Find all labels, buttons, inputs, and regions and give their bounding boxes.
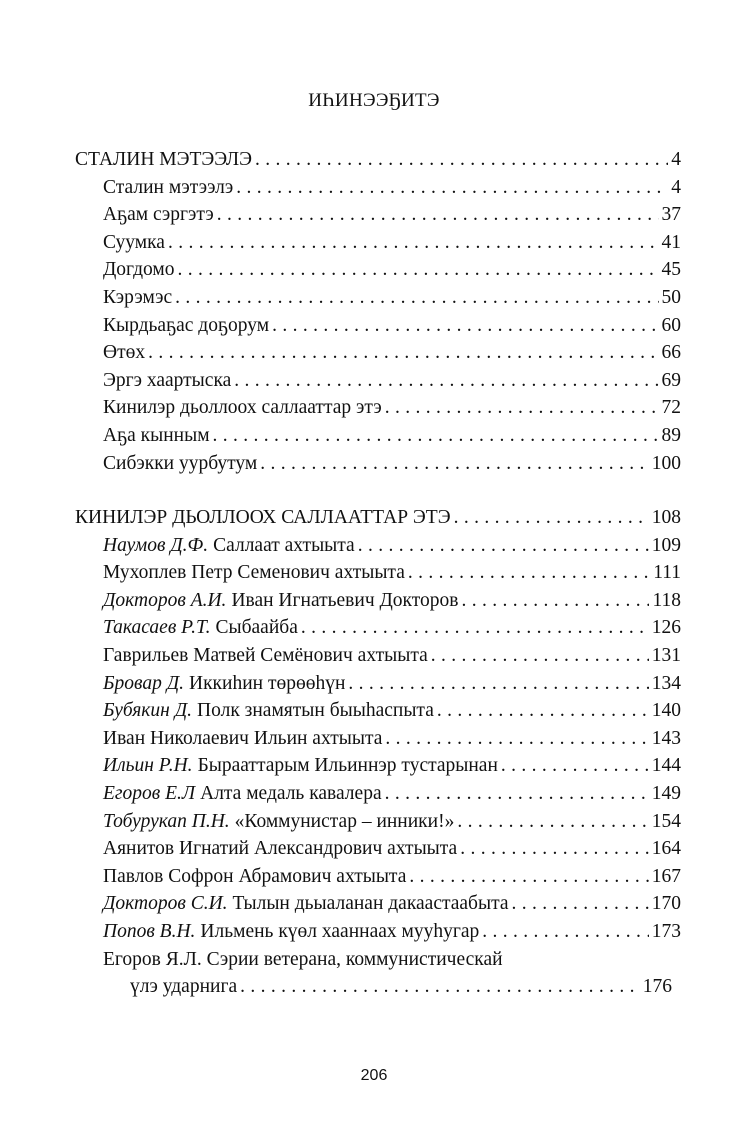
entry-text: Эргэ хаартыска (103, 369, 232, 391)
toc-entry (75, 174, 681, 202)
toc-entry (75, 450, 681, 478)
toc-entry (75, 532, 681, 560)
entry-text: Сыбаайба (215, 617, 298, 639)
entry-author: Тобурукап П.Н. (103, 810, 230, 832)
entry-title (103, 312, 269, 340)
entry-text: Тылын дьыаланан дакаастаабыта (232, 893, 509, 915)
entry-author: Егоров Е.Л (103, 782, 196, 804)
entry-author: Ильин Р.Н. (103, 755, 193, 777)
dot-leader (175, 284, 658, 312)
dot-leader (358, 532, 649, 560)
entry-title (103, 367, 231, 395)
entry-title (103, 835, 457, 863)
dot-leader (234, 367, 658, 395)
dot-leader (431, 642, 649, 670)
entry-author: Докторов А.И. (103, 589, 227, 611)
toc-entry (75, 422, 681, 450)
entry-title (103, 670, 345, 698)
entry-title (103, 450, 257, 478)
page-ref: 134 (651, 672, 681, 694)
toc-entry (75, 256, 681, 284)
entry-text: Аҕа кынным (103, 424, 210, 446)
entry-text: Иван Николаевич Ильин ахтыыта (103, 727, 383, 749)
entry-title (103, 339, 145, 367)
page-ref: 37 (661, 204, 681, 226)
dot-leader (454, 504, 649, 532)
toc-entry (75, 367, 681, 395)
dot-leader (385, 394, 659, 422)
entry-title (103, 642, 428, 670)
toc-entry (75, 863, 681, 891)
entry-author: Наумов Д.Ф. (103, 534, 209, 556)
toc-entry (75, 559, 681, 587)
dot-leader (255, 146, 668, 174)
toc-section-stalin (75, 146, 681, 477)
toc-entry (75, 670, 681, 698)
page-ref: 164 (651, 838, 681, 860)
entry-text: Кырдьаҕас доҕорум (103, 314, 270, 336)
dot-leader (462, 587, 650, 615)
entry-title (103, 697, 434, 725)
toc-entry (75, 394, 681, 422)
entry-text: Аҕам сэргэтэ (103, 204, 214, 226)
page-ref: 154 (651, 810, 681, 832)
page-ref: 131 (651, 644, 681, 666)
toc-entry (75, 201, 681, 229)
entry-text: үлэ ударнига (130, 976, 238, 998)
page-ref: 4 (671, 149, 681, 170)
entry-title (103, 863, 406, 891)
page-number: 206 (360, 1067, 388, 1084)
toc-entry (75, 587, 681, 615)
toc-section-heading (75, 146, 681, 174)
page-ref: 100 (651, 452, 681, 474)
entry-title (103, 780, 382, 808)
dot-leader (385, 780, 649, 808)
entry-text: Алта медаль кавалера (200, 782, 382, 804)
entry-author: Такасаев Р.Т. (103, 617, 211, 639)
entry-text: Сибэкки уурбутум (103, 452, 258, 474)
dot-leader (148, 339, 658, 367)
entry-text: Гаврильев Матвей Семёнович ахтыыта (103, 644, 428, 666)
entry-text: Саллаат ахтыыта (213, 534, 355, 556)
dot-leader (260, 450, 648, 478)
toc-entry (75, 614, 681, 642)
toc-section-heading (75, 504, 681, 532)
page-ref: 41 (661, 231, 681, 253)
dot-leader (168, 229, 659, 257)
entry-title (103, 422, 210, 450)
dot-leader (240, 973, 640, 1001)
dot-leader (213, 422, 659, 450)
page-ref: 4 (671, 176, 681, 198)
entry-title (103, 532, 355, 560)
page-ref: 109 (651, 534, 681, 556)
dot-leader (501, 752, 649, 780)
toc-entry (75, 780, 681, 808)
entry-title (103, 284, 172, 312)
dot-leader (272, 312, 658, 340)
entry-title (103, 394, 382, 422)
entry-text: Мухоплев Петр Семенович ахтыыта (103, 562, 405, 584)
page-ref: 69 (661, 369, 681, 391)
toc-entry-continuation (75, 973, 681, 1001)
toc-entry-multiline (75, 946, 681, 974)
page-ref: 111 (653, 562, 681, 584)
entry-text: Аянитов Игнатий Александрович ахтыыта (103, 838, 458, 860)
page-ref: 143 (651, 727, 681, 749)
toc-entry (75, 284, 681, 312)
entry-text: Полк знамятын быыһаспыта (197, 700, 434, 722)
dot-leader (457, 808, 648, 836)
entry-title (103, 174, 233, 202)
entry-author: Бубякин Д. (103, 700, 193, 722)
dot-leader (408, 559, 650, 587)
entry-title (103, 229, 165, 257)
toc-entry (75, 835, 681, 863)
entry-title (103, 256, 174, 284)
entry-text: Павлов Софрон Абрамович ахтыыта (103, 865, 407, 887)
dot-leader (460, 835, 649, 863)
toc-entry (75, 312, 681, 340)
entry-title (103, 587, 459, 615)
toc-section-saldiers (75, 504, 681, 1001)
entry-title (103, 808, 454, 836)
dot-leader (512, 890, 649, 918)
page-ref: 126 (651, 617, 681, 639)
dot-leader (348, 670, 648, 698)
dot-leader (409, 863, 648, 891)
page-ref: 170 (651, 893, 681, 915)
page-ref: 140 (651, 700, 681, 722)
toc-entry (75, 229, 681, 257)
page-title: ИҺИНЭЭҔИТЭ (308, 90, 440, 111)
entry-title (103, 725, 382, 753)
dot-leader (236, 174, 668, 202)
entry-author: Докторов С.И. (103, 893, 228, 915)
page-ref: 45 (661, 259, 681, 281)
page-ref: 72 (661, 397, 681, 419)
entry-text: Суумка (103, 231, 165, 253)
toc-entry (75, 752, 681, 780)
entry-title (103, 890, 509, 918)
entry-text: Егоров Я.Л. Сэрии ветерана, коммунистическай (103, 948, 503, 970)
heading-text: КИНИЛЭР ДЬОЛЛООХ САЛЛААТТАР ЭТЭ (75, 507, 451, 528)
page-ref: 149 (651, 782, 681, 804)
dot-leader (217, 201, 659, 229)
entry-text: Иккиһин төрөөһүн (189, 672, 346, 694)
page-ref: 144 (651, 755, 681, 777)
page-ref: 66 (661, 342, 681, 364)
entry-title (103, 752, 498, 780)
dot-leader (482, 918, 648, 946)
dot-leader (385, 725, 648, 753)
entry-text: Догдомо (103, 259, 175, 281)
toc-entry (75, 808, 681, 836)
entry-author: Попов В.Н. (103, 920, 196, 942)
entry-title (103, 201, 214, 229)
page-ref: 176 (642, 976, 672, 998)
toc-entry (75, 642, 681, 670)
entry-author: Бровар Д. (103, 672, 184, 694)
entry-text: Бырааттарым Ильиннэр тустарынан (197, 755, 498, 777)
entry-text: Иван Игнатьевич Докторов (231, 589, 459, 611)
entry-text: Кинилэр дьоллоох саллааттар этэ (103, 397, 382, 419)
heading-text: СТАЛИН МЭТЭЭЛЭ (75, 149, 253, 170)
entry-title (103, 614, 298, 642)
toc-entry (75, 725, 681, 753)
page-ref: 108 (651, 507, 681, 528)
page-ref: 167 (651, 865, 681, 887)
dot-leader (301, 614, 649, 642)
entry-text: Ильмень күөл хааннаах мууһугар (200, 920, 480, 942)
dot-leader (437, 697, 649, 725)
entry-text: «Коммунистар – инники!» (234, 810, 455, 832)
toc-entry (75, 918, 681, 946)
entry-text: Сталин мэтээлэ (103, 176, 234, 198)
page-ref: 89 (661, 424, 681, 446)
toc-entry (75, 890, 681, 918)
entry-text: Өтөх (103, 342, 146, 364)
toc-entry (75, 339, 681, 367)
entry-text: Кэрэмэс (103, 286, 173, 308)
page-ref: 118 (652, 589, 681, 611)
toc-entry (75, 697, 681, 725)
page-ref: 60 (661, 314, 681, 336)
page-ref: 173 (651, 920, 681, 942)
page-ref: 50 (661, 286, 681, 308)
dot-leader (177, 256, 658, 284)
entry-title (103, 559, 405, 587)
entry-title (103, 918, 479, 946)
